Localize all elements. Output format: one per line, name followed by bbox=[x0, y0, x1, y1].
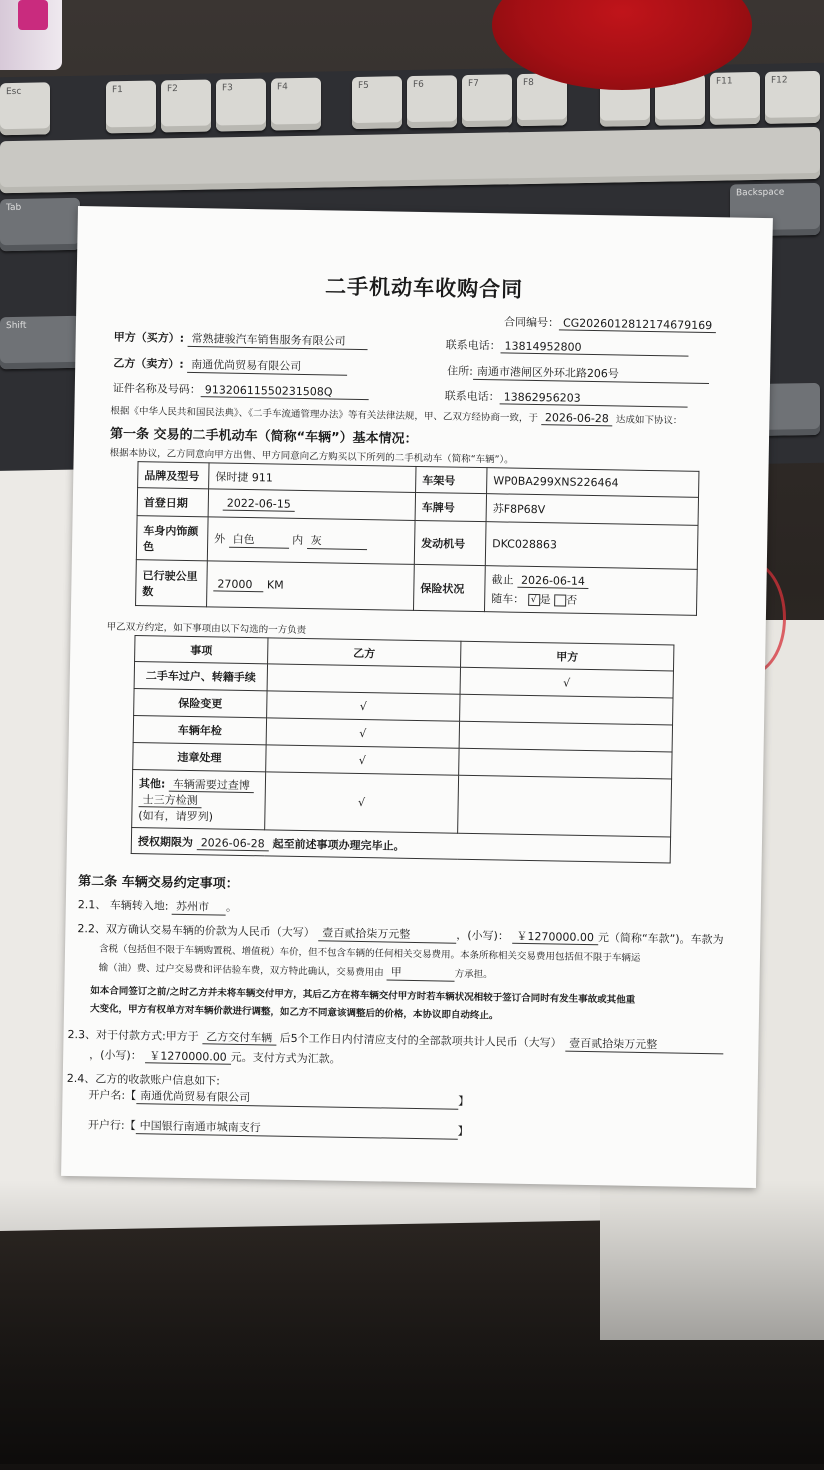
clause-2-3-line1: 2.3、对于付款方式:甲方于 乙方交付车辆 后5个工作日内付清应支付的全部款项共计人民币（大写） 壹百贰拾柒万元整 bbox=[67, 1026, 723, 1054]
bottle-cap bbox=[18, 0, 48, 30]
plate-value: 苏F8P68V bbox=[486, 494, 698, 526]
article2-title: 第二条 车辆交易约定事项： bbox=[78, 874, 239, 892]
key-f4: F4 bbox=[271, 78, 321, 131]
vehicle-info-table bbox=[135, 461, 699, 616]
key-f6: F6 bbox=[407, 75, 457, 128]
phoneB: 13862956203 bbox=[500, 390, 688, 407]
color-cell: 外 白色 内 灰 bbox=[207, 517, 415, 565]
key-row-numbers bbox=[0, 127, 820, 193]
resp-header-item: 事项 bbox=[135, 636, 268, 664]
partyB-name: 南通优尚贸易有限公司 bbox=[187, 356, 347, 376]
cert-number: 91320611550231508Q bbox=[201, 383, 369, 400]
partyB-row: 乙方（卖方）: 南通优尚贸易有限公司 bbox=[113, 355, 347, 376]
insurance-yes-checkbox[interactable]: √ bbox=[528, 594, 540, 606]
plate-label: 车牌号 bbox=[415, 492, 486, 521]
vin-label: 车架号 bbox=[416, 466, 487, 493]
engine-value: DKC028863 bbox=[485, 522, 698, 570]
payment-condition: 乙方交付车辆 bbox=[202, 1030, 276, 1045]
other-text-1: 车辆需要过查博 bbox=[169, 777, 254, 792]
vin-value: WP0BA299XNS226464 bbox=[487, 468, 699, 498]
table-row: 车辆年检 √ bbox=[133, 716, 672, 752]
key-f7: F7 bbox=[462, 74, 512, 127]
color-label: 车身内饰颜色 bbox=[136, 516, 208, 561]
payment-number: ￥1270000.00 bbox=[145, 1049, 231, 1064]
price-chinese: 壹百贰拾柒万元整 bbox=[318, 924, 456, 943]
outer-color: 白色 bbox=[229, 531, 289, 549]
basis-text: 根据《中华人民共和国民法典》、《二手车流通管理办法》等有关法律法规，甲、乙双方经协商一致，于 2026-06-28 达成如下协议： bbox=[110, 405, 683, 427]
price-number: ￥1270000.00 bbox=[512, 930, 598, 945]
insurance-follow-row: 随车： √ 是 否 bbox=[491, 592, 578, 607]
basis-date: 2026-06-28 bbox=[541, 411, 613, 426]
inner-color: 灰 bbox=[307, 532, 367, 550]
key-backspace: Backspace bbox=[730, 183, 820, 237]
payment-chinese: 壹百贰拾柒万元整 bbox=[565, 1035, 723, 1055]
account-bank-row: 开户行:【 中国银行南通市城南支行 】 bbox=[87, 1118, 469, 1138]
insurance-cell bbox=[484, 566, 697, 616]
account-name: 南通优尚贸易有限公司 bbox=[136, 1087, 458, 1110]
clause-2-1: 2.1、 车辆转入地: 苏州市 。 bbox=[77, 898, 238, 914]
responsibility-table bbox=[131, 635, 675, 863]
insurance-until-row: 截止 2026-06-14 bbox=[491, 571, 690, 590]
engine-label: 发动机号 bbox=[414, 520, 486, 565]
responsibility-intro: 甲乙双方约定，如下事项由以下勾选的一方负责 bbox=[106, 621, 307, 637]
reg-date-cell bbox=[208, 489, 415, 521]
partyA-row: 甲方（买方）: 常熟捷骏汽车销售服务有限公司 bbox=[114, 329, 368, 350]
bottle bbox=[0, 0, 62, 70]
clause-2-2-line3: 输（油）费、过户交易费和评估验车费，双方特此确认，交易费用由 甲 方承担。 bbox=[98, 962, 493, 981]
account-name-row: 开户名:【 南通优尚贸易有限公司 】 bbox=[88, 1088, 470, 1108]
deadline-date: 2026-06-28 bbox=[197, 836, 269, 851]
fee-payer: 甲 bbox=[387, 964, 455, 982]
key-esc: Esc bbox=[0, 82, 50, 135]
brand-value: 保时捷 911 bbox=[209, 463, 416, 493]
partyA-name: 常熟捷骏汽车销售服务有限公司 bbox=[187, 330, 367, 350]
contract-no-row: 合同编号： CG2026012812174679169 bbox=[504, 313, 716, 333]
phoneB-row: 联系电话： 13862956203 bbox=[445, 387, 688, 407]
key-tab: Tab bbox=[0, 198, 80, 251]
address-row: 住所: 南通市港闸区外环北路206号 bbox=[447, 362, 709, 384]
key-f5: F5 bbox=[352, 76, 402, 129]
key-f1: F1 bbox=[106, 80, 156, 133]
phoneA: 13814952800 bbox=[500, 339, 688, 356]
reg-date-value: 2022-06-15 bbox=[223, 497, 295, 512]
clause-2-2-bold-line2: 大变化，甲方有权单方对车辆价款进行调整，如乙方不同意该调整后的价格，本协议即自动终止。 bbox=[89, 1003, 499, 1022]
table-row: 二手车过户、转籍手续 √ bbox=[134, 662, 673, 698]
key-f12: F12 bbox=[765, 71, 820, 124]
shadow-overlay bbox=[0, 1180, 824, 1470]
table-row: 违章处理 √ bbox=[133, 743, 672, 779]
transfer-city: 苏州市 bbox=[172, 898, 226, 916]
other-cell: 其他: 车辆需要过查博 士三方检测 (如有，请罗列) bbox=[132, 770, 266, 830]
mileage-label: 已行驶公里数 bbox=[136, 560, 208, 607]
key-f11: F11 bbox=[710, 72, 760, 125]
mileage-value: 27000 bbox=[213, 577, 263, 592]
insurance-no-checkbox[interactable] bbox=[554, 594, 566, 606]
clause-2-2-line2: 含税（包括但不限于车辆购置税、增值税）车价，但不包含车辆的任何相关交易费用。本条所称相关交易费用包括但不限于车辆运 bbox=[98, 943, 641, 964]
insurance-until: 2026-06-14 bbox=[517, 574, 589, 589]
article1-title: 第一条 交易的二手机动车（简称“车辆”）基本情况： bbox=[109, 426, 418, 447]
other-text-2: 士三方检测 bbox=[139, 793, 202, 808]
brand-label: 品牌及型号 bbox=[138, 462, 209, 489]
clause-2-2-line1: 2.2、双方确认交易车辆的价款为人民币（大写） 壹百贰拾柒万元整 ，(小写)： ￥1270000.00 元（简称“车款”)。车款为 bbox=[77, 922, 724, 947]
address: 南通市港闸区外环北路206号 bbox=[473, 363, 709, 384]
contract-no: CG2026012812174679169 bbox=[559, 316, 716, 333]
account-bank: 中国银行南通市城南支行 bbox=[136, 1117, 458, 1140]
key-shift: Shift bbox=[0, 316, 80, 369]
clause-2-2-bold-line1: 如本合同签订之前/之时乙方并未将车辆交付甲方，其后乙方在将车辆交付甲方时若车辆状况相较于签订合同时有发生事故或其他重 bbox=[90, 985, 636, 1006]
phoneA-row: 联系电话： 13814952800 bbox=[446, 336, 689, 356]
resp-header-partyA: 甲方 bbox=[461, 641, 674, 671]
deadline-row: 授权期限为 2026-06-28 起至前述事项办理完毕止。 bbox=[131, 828, 670, 863]
resp-header-partyB: 乙方 bbox=[268, 638, 461, 667]
table-row: 保险变更 √ bbox=[134, 689, 673, 725]
cert-row: 证件名称及号码： 91320611550231508Q bbox=[113, 380, 369, 400]
contract-title: 二手机动车收购合同 bbox=[324, 274, 524, 302]
mileage-unit: KM bbox=[266, 577, 284, 592]
key-f8: F8 bbox=[517, 73, 567, 126]
key-f2: F2 bbox=[161, 80, 211, 133]
article1-intro: 根据本协议，乙方同意向甲方出售、甲方同意向乙方购买以下所列的二手机动车（简称“车辆”）。 bbox=[109, 447, 514, 466]
clause-2-3-line2: ，(小写)： ￥1270000.00 元。支付方式为汇款。 bbox=[89, 1048, 341, 1066]
insurance-label: 保险状况 bbox=[413, 564, 485, 611]
mileage-cell bbox=[207, 561, 415, 611]
key-f3: F3 bbox=[216, 79, 266, 132]
contract-document bbox=[61, 206, 773, 1188]
table-row-other: 其他: 车辆需要过查博 士三方检测 (如有，请罗列) √ bbox=[132, 770, 672, 837]
reg-date-label: 首登日期 bbox=[137, 488, 208, 517]
clause-2-4-title: 2.4、乙方的收款账户信息如下: bbox=[66, 1071, 221, 1088]
